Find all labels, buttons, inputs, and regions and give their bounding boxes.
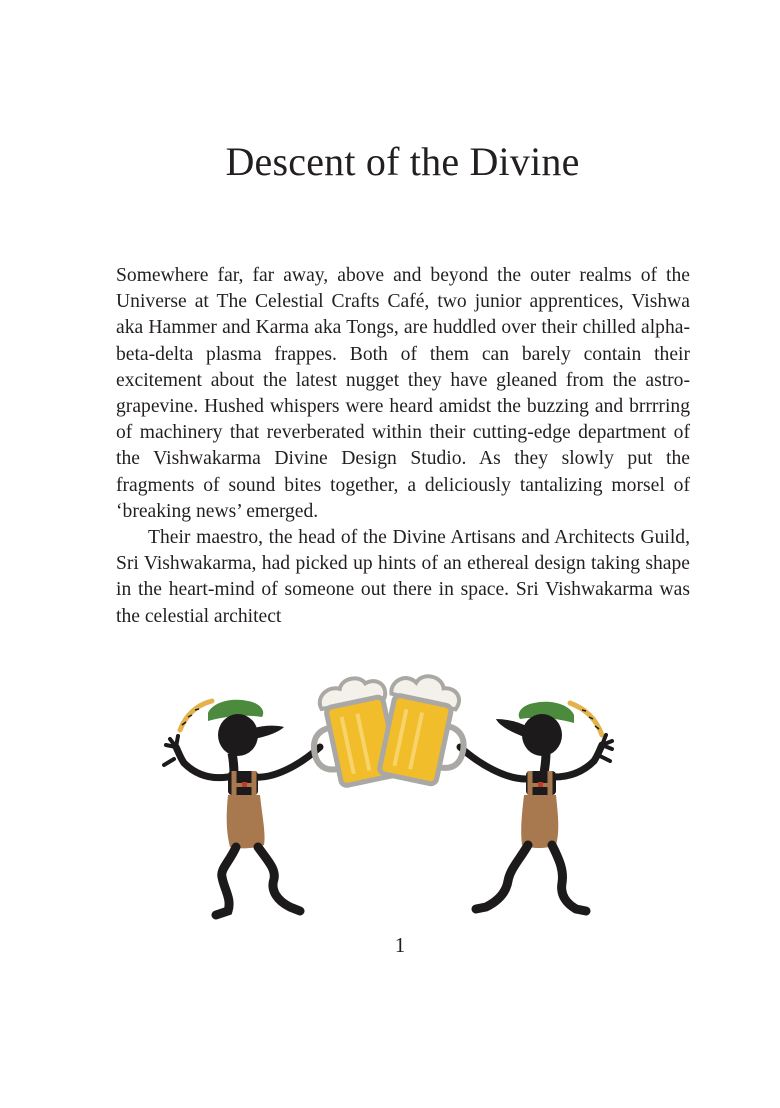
right-head	[522, 714, 562, 756]
right-lederhosen	[521, 795, 558, 848]
right-raised-arm	[554, 745, 602, 777]
page-number: 1	[394, 933, 406, 957]
left-legs	[216, 847, 300, 915]
left-hat-feather	[180, 701, 212, 730]
toasting-figures-illustration	[150, 655, 630, 930]
beer-mugs	[301, 669, 477, 791]
chapter-title: Descent of the Divine	[225, 139, 580, 184]
body-text	[116, 263, 690, 630]
left-lederhosen	[227, 795, 265, 848]
right-hat-feather	[570, 703, 602, 735]
left-raised-arm	[176, 747, 228, 778]
left-dancing-figure	[164, 700, 320, 915]
right-legs	[476, 845, 586, 911]
right-toasting-arm	[460, 747, 526, 779]
right-beer-mug	[374, 669, 477, 789]
left-toasting-arm	[254, 747, 320, 777]
right-dancing-figure	[460, 702, 612, 911]
paragraph-2: Their maestro, the head of the Divine Artisans and Architects Guild, Sri Vishwakarma, had picked up hints of an ethereal design taking shape in the heart-mind of someone out there in space. Sri Vishwakarma was the celestial architect	[116, 527, 690, 627]
paragraph-1: Somewhere far, far away, above and beyond the outer realms of the Universe at The Celestial Crafts Café, two junior apprentices, Vishwa aka Hammer and Karma aka Tongs, are huddled over their chilled alpha-beta-delta plasma frappes. Both of them can barely contain their excitement about the latest nugget they have gleaned from the astro-grapevine. Hushed whispers were heard amidst the buzzing and brrrring of machinery that reverberated within their cutting-edge department of the Vishwakarma Divine Design Studio. As they slowly put the fragments of sound bites together, a deliciously tantalizing morsel of ‘breaking news’ emerged.	[116, 265, 690, 522]
left-head	[218, 714, 258, 756]
